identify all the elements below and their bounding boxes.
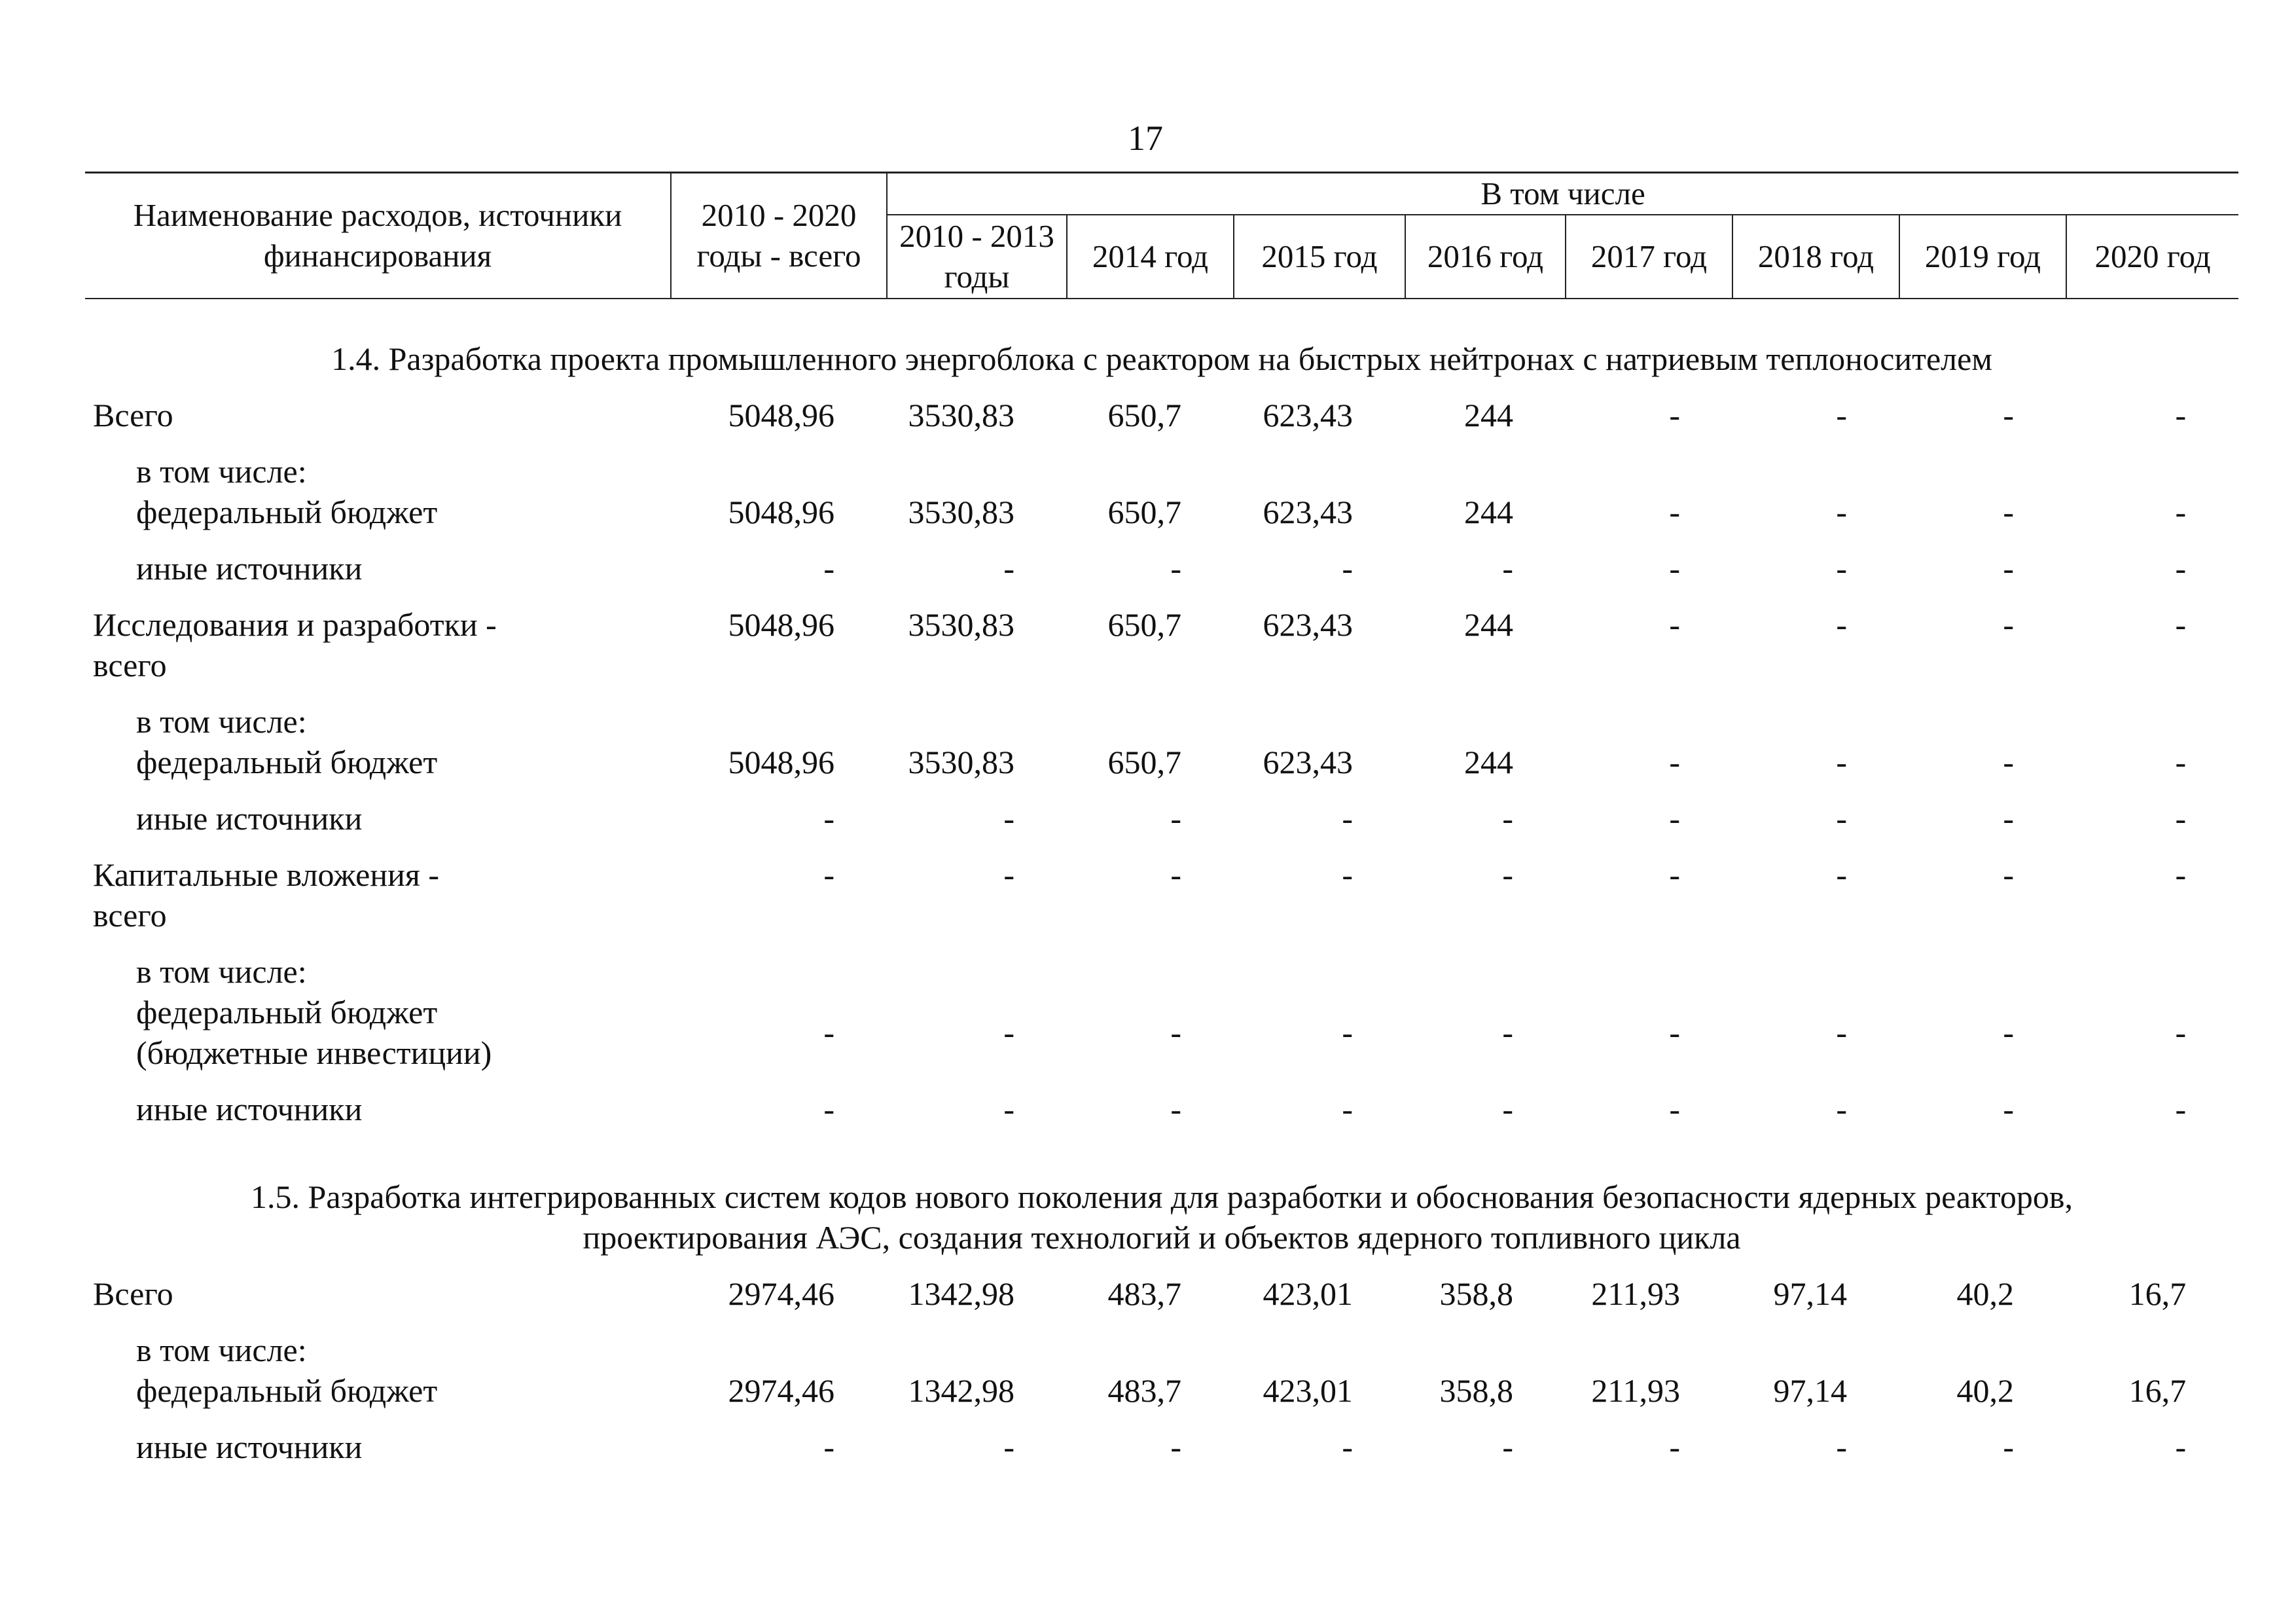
row-label-line: всего [93,897,167,934]
table-row [85,387,2238,443]
cell-value: 5048,96 [728,494,834,530]
header-year-2014: 2014 год [1067,215,1234,299]
row-label-line: Всего [93,1275,173,1312]
cell-value: 423,01 [1263,1275,1353,1312]
cell-value: 650,7 [1107,744,1181,780]
table-row [85,943,2238,1081]
section-title [85,299,2238,387]
cell-value: 40,2 [1956,1275,2014,1312]
row-label [85,943,671,1081]
cell-value: - [2175,1091,2187,1127]
cell-value: - [1836,856,1847,893]
cell-value: 650,7 [1107,494,1181,530]
cell-value: - [1836,1014,1847,1051]
cell-value: - [1836,494,1847,530]
cell-value: - [2003,606,2014,643]
cell-value: - [823,1429,834,1465]
cell-value: - [2175,494,2187,530]
table-row [85,540,2238,596]
cell-value: 2974,46 [728,1372,834,1409]
header-year-2019: 2019 год [1899,215,2066,299]
row-label-line: федеральный бюджет [136,744,438,780]
table-row [85,1322,2238,1419]
cell-value: 358,8 [1439,1275,1513,1312]
cell-value: - [1836,1091,1847,1127]
row-label-line: в том числе: [136,1332,307,1368]
cell-value: - [1170,1014,1181,1051]
cell-value: 40,2 [1956,1372,2014,1409]
cell-value: 211,93 [1591,1372,1680,1409]
cell-value: - [1502,1091,1513,1127]
cell-value: - [1669,397,1680,433]
header-year-2015: 2015 год [1234,215,1405,299]
cell-value: - [1669,856,1680,893]
table-row [85,790,2238,847]
cell-value: 483,7 [1107,1372,1181,1409]
cell-value: - [2175,800,2187,837]
cell-value: 5048,96 [728,744,834,780]
row-label-line: (бюджетные инвестиции) [136,1034,492,1071]
header-year-2017: 2017 год [1566,215,1732,299]
cell-value: 623,43 [1263,744,1353,780]
cell-value: - [1836,744,1847,780]
cell-value: - [2003,494,2014,530]
row-label [85,1081,671,1137]
row-label-line: всего [93,647,167,684]
row-label-line: федеральный бюджет [136,1372,438,1409]
row-label [85,387,671,443]
section-title-line: проектирования АЭС, создания технологий и объектов ядерного топливного цикла [583,1219,1741,1256]
cell-value: 211,93 [1591,1275,1680,1312]
cell-value: 16,7 [2128,1372,2187,1409]
row-label [85,540,671,596]
cell-value: 1342,98 [908,1372,1014,1409]
row-label [85,847,671,943]
cell-value: 244 [1464,397,1513,433]
cell-value: - [1003,1091,1014,1127]
cell-value: - [2003,550,2014,587]
header-total-2010-2020: 2010 - 2020 годы - всего [671,173,887,299]
row-label-line: Всего [93,397,173,433]
cell-value: - [1836,606,1847,643]
cell-value: - [1170,856,1181,893]
cell-value: 358,8 [1439,1372,1513,1409]
section-title [85,1137,2238,1266]
row-label [85,790,671,847]
cell-value: 97,14 [1773,1372,1847,1409]
cell-value: 16,7 [2128,1275,2187,1312]
cell-value: - [1669,494,1680,530]
cell-value: - [2003,1014,2014,1051]
cell-value: - [2003,744,2014,780]
cell-value: - [1669,550,1680,587]
table-row [85,1419,2238,1475]
cell-value: - [1342,1429,1353,1465]
cell-value: - [1836,1429,1847,1465]
cell-value: - [1502,1429,1513,1465]
row-label [85,596,671,693]
section-title-row [85,1137,2238,1266]
cell-value: 623,43 [1263,397,1353,433]
cell-value: 650,7 [1107,606,1181,643]
cell-value: - [823,1091,834,1127]
cell-value: - [1342,1091,1353,1127]
cell-value: - [1836,397,1847,433]
cell-value: - [1669,1091,1680,1127]
cell-value: - [1170,800,1181,837]
cell-value: - [1170,1429,1181,1465]
cell-value: - [1342,1014,1353,1051]
cell-value: 244 [1464,744,1513,780]
cell-value: - [1836,550,1847,587]
cell-value: 1342,98 [908,1275,1014,1312]
cell-value: - [1836,800,1847,837]
cell-value: - [1342,856,1353,893]
cell-value: 3530,83 [908,606,1014,643]
cell-value: - [2175,1429,2187,1465]
cell-value: 97,14 [1773,1275,1847,1312]
cell-value: - [2175,606,2187,643]
row-label [85,1419,671,1475]
financing-table [85,172,2238,1475]
header-including-group: В том числе [887,173,2238,215]
row-label [85,443,671,540]
row-label [85,1322,671,1419]
cell-value: - [1669,1014,1680,1051]
cell-value: - [2003,856,2014,893]
cell-value: 650,7 [1107,397,1181,433]
cell-value: 623,43 [1263,494,1353,530]
cell-value: - [2175,1014,2187,1051]
cell-value: 2974,46 [728,1275,834,1312]
cell-value: - [1502,856,1513,893]
row-label-line: в том числе: [136,953,307,990]
table-row [85,847,2238,943]
cell-value: - [1003,1429,1014,1465]
cell-value: - [2175,744,2187,780]
section-title-row [85,299,2238,387]
row-label-line: федеральный бюджет [136,994,438,1030]
table-row [85,693,2238,790]
row-label [85,693,671,790]
cell-value: - [823,800,834,837]
cell-value: - [1502,550,1513,587]
row-label-line: Капитальные вложения - [93,856,440,893]
cell-value: 244 [1464,494,1513,530]
table-row [85,443,2238,540]
header-year-2010-2013: 2010 - 2013 годы [887,215,1067,299]
cell-value: - [2175,397,2187,433]
row-label-line: в том числе: [136,453,307,490]
header-year-2020: 2020 год [2066,215,2238,299]
page-number: 17 [1128,119,1163,158]
row-label-line: иные источники [136,1091,363,1127]
cell-value: - [823,1014,834,1051]
table-row [85,1081,2238,1137]
cell-value: - [2175,550,2187,587]
section-title-line: 1.5. Разработка интегрированных систем кодов нового поколения для разработки и обоснования безопасности ядерных реакторов, [251,1178,2073,1215]
table-row [85,1266,2238,1322]
cell-value: - [2003,397,2014,433]
cell-value: - [1502,1014,1513,1051]
table-body [85,299,2238,1475]
cell-value: - [823,550,834,587]
cell-value: 3530,83 [908,494,1014,530]
cell-value: - [1170,1091,1181,1127]
cell-value: - [1003,550,1014,587]
cell-value: - [2175,856,2187,893]
cell-value: - [1669,606,1680,643]
cell-value: - [1502,800,1513,837]
cell-value: - [2003,800,2014,837]
cell-value: 483,7 [1107,1275,1181,1312]
cell-value: - [2003,1429,2014,1465]
cell-value: - [1669,1429,1680,1465]
cell-value: - [1170,550,1181,587]
cell-value: - [1003,856,1014,893]
cell-value: 5048,96 [728,606,834,643]
header-year-2018: 2018 год [1732,215,1899,299]
row-label-line: иные источники [136,800,363,837]
row-label-line: в том числе: [136,703,307,740]
cell-value: 3530,83 [908,397,1014,433]
cell-value: 5048,96 [728,397,834,433]
cell-value: - [1003,800,1014,837]
row-label-line: Исследования и разработки - [93,606,497,643]
cell-value: - [2003,1091,2014,1127]
cell-value: 623,43 [1263,606,1353,643]
header-expense-name: Наименование расходов, источники финансирования [85,173,671,299]
row-label [85,1266,671,1322]
cell-value: - [1669,744,1680,780]
table-header [85,173,2238,299]
row-label-line: иные источники [136,550,363,587]
cell-value: 3530,83 [908,744,1014,780]
cell-value: - [823,856,834,893]
table-row [85,596,2238,693]
cell-value: 244 [1464,606,1513,643]
section-title-line: 1.4. Разработка проекта промышленного энергоблока с реактором на быстрых нейтронах с натриевым теплоносителем [331,340,1992,377]
cell-value: - [1003,1014,1014,1051]
cell-value: 423,01 [1263,1372,1353,1409]
row-label-line: иные источники [136,1429,363,1465]
cell-value: - [1342,800,1353,837]
cell-value: - [1342,550,1353,587]
cell-value: - [1669,800,1680,837]
row-label-line: федеральный бюджет [136,494,438,530]
header-year-2016: 2016 год [1405,215,1566,299]
